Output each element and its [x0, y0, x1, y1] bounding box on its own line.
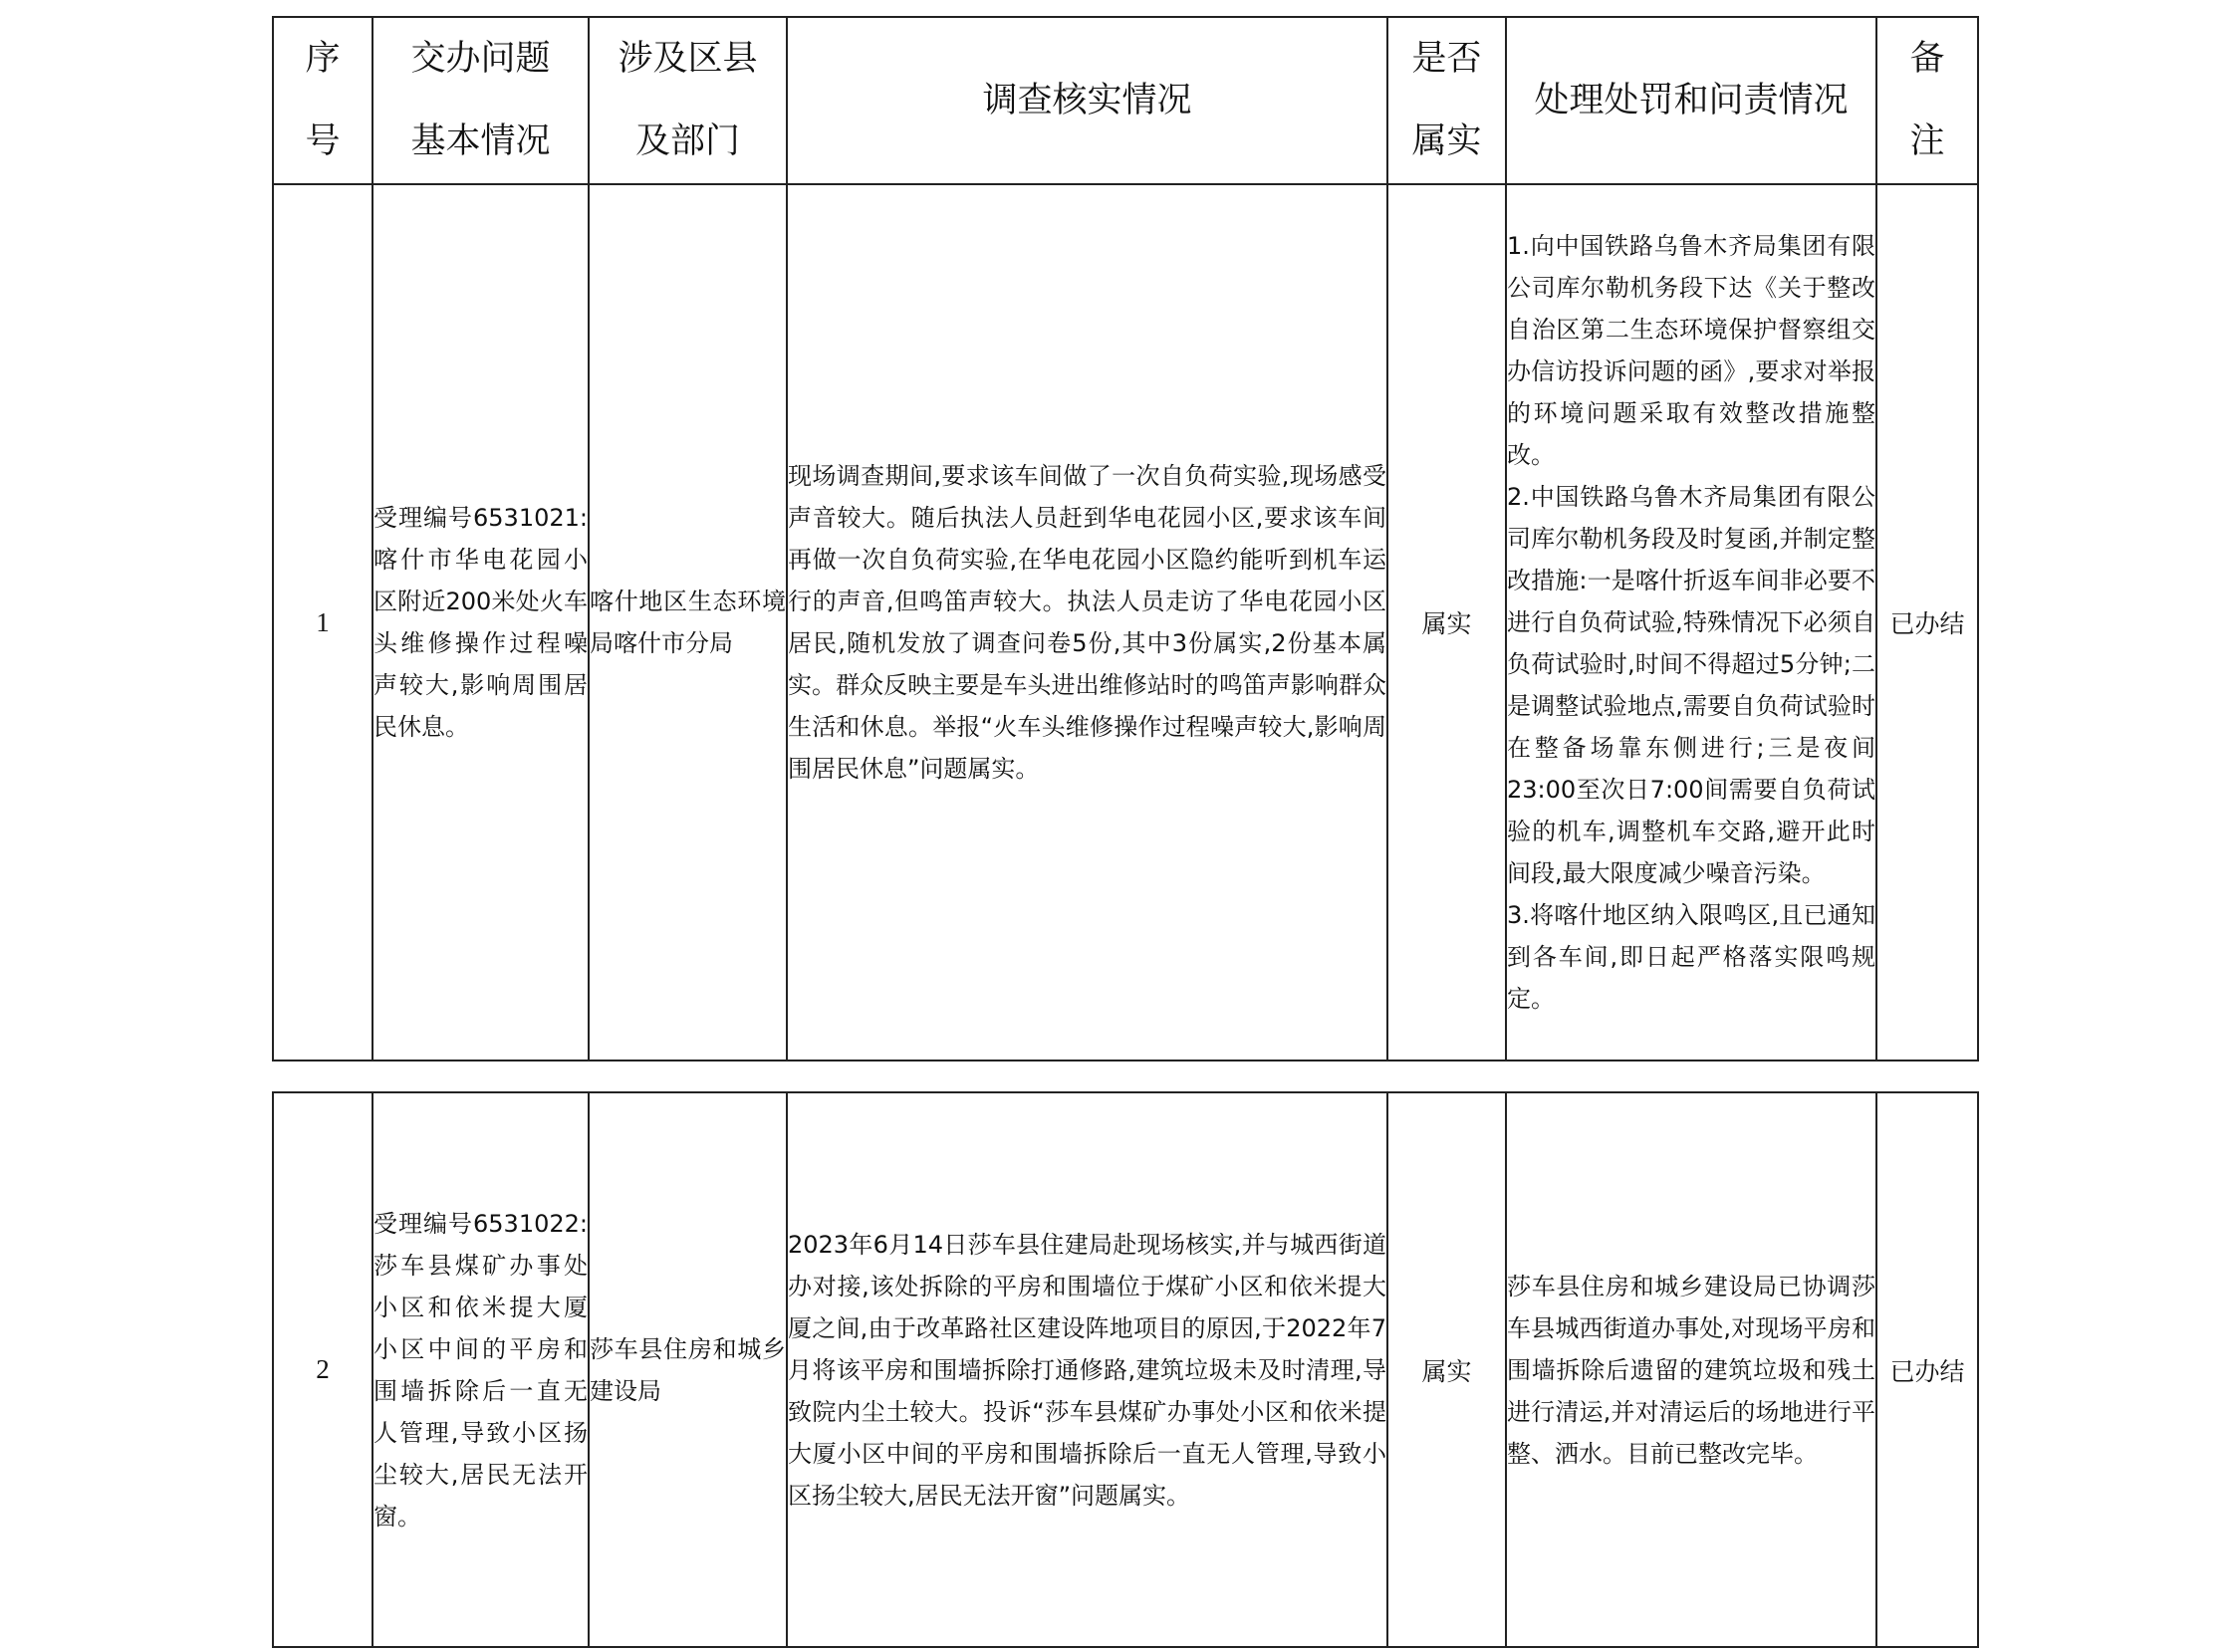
handling-item: 3.将喀什地区纳入限鸣区,且已通知到各车间,即日起严格落实限鸣规定。: [1507, 901, 1875, 1013]
table-row: [273, 1092, 1978, 1647]
header-handling: 处理处罚和问责情况: [1506, 17, 1876, 184]
row-is-true: 属实: [1387, 1092, 1506, 1647]
table-row: [273, 184, 1978, 1061]
row-investigation: 2023年6月14日莎车县住建局赴现场核实,并与城西街道办对接,该处拆除的平房和围墙位于煤矿小区和依米提大厦之间,由于改革路社区建设阵地项目的原因,于2022年7月将该平房和围墙拆除打通修路,建筑垃圾未及时清理,导致院内尘土较大。投诉“莎车县煤矿办事处小区和依米提大厦小区中间的平房和围墙拆除后一直无人管理,导致小区扬尘较大,居民无法开窗”问题属实。: [787, 1092, 1387, 1647]
header-remark: 备 注: [1876, 17, 1978, 184]
row-basic-info: 受理编号6531022:莎车县煤矿办事处小区和依米提大厦小区中间的平房和围墙拆除后一直无人管理,导致小区扬尘较大,居民无法开窗。: [373, 1092, 589, 1647]
row-remark: 已办结: [1876, 184, 1978, 1061]
complaint-table-1: [272, 16, 1979, 1062]
row-department: 莎车县住房和城乡建设局: [589, 1092, 787, 1647]
row-department: 喀什地区生态环境局喀什市分局: [589, 184, 787, 1061]
handling-item: 莎车县住房和城乡建设局已协调莎车县城西街道办事处,对现场平房和围墙拆除后遗留的建筑垃圾和残土进行清运,并对清运后的场地进行平整、洒水。目前已整改完毕。: [1507, 1272, 1875, 1468]
row-remark: 已办结: [1876, 1092, 1978, 1647]
header-basic-info: 交办问题 基本情况: [373, 17, 589, 184]
row-handling: [1506, 184, 1876, 1061]
row-seq: 2: [273, 1092, 373, 1647]
row-is-true: 属实: [1387, 184, 1506, 1061]
header-seq: 序 号: [273, 17, 373, 184]
handling-item: 2.中国铁路乌鲁木齐局集团有限公司库尔勒机务段及时复函,并制定整改措施:一是喀什折返车间非必要不进行自负荷试验,特殊情况下必须自负荷试验时,时间不得超过5分钟;二是调整试验地点,需要自负荷试验时在整备场靠东侧进行;三是夜间23:00至次日7:00间需要自负荷试验的机车,调整机车交路,避开此时间段,最大限度减少噪音污染。: [1507, 483, 1875, 887]
row-seq: 1: [273, 184, 373, 1061]
handling-item: 1.向中国铁路乌鲁木齐局集团有限公司库尔勒机务段下达《关于整改自治区第二生态环境保护督察组交办信访投诉问题的函》,要求对举报的环境问题采取有效整改措施整改。: [1507, 232, 1875, 469]
header-is-true: 是否 属实: [1387, 17, 1506, 184]
row-handling: [1506, 1092, 1876, 1647]
header-row: [273, 17, 1978, 184]
row-basic-info: 受理编号6531021:喀什市华电花园小区附近200米处火车头维修操作过程噪声较大,影响周围居民休息。: [373, 184, 589, 1061]
header-department: 涉及区县 及部门: [589, 17, 787, 184]
row-investigation: 现场调查期间,要求该车间做了一次自负荷实验,现场感受声音较大。随后执法人员赶到华电花园小区,要求该车间再做一次自负荷实验,在华电花园小区隐约能听到机车运行的声音,但鸣笛声较大。执法人员走访了华电花园小区居民,随机发放了调查问卷5份,其中3份属实,2份基本属实。群众反映主要是车头进出维修站时的鸣笛声影响群众生活和休息。举报“火车头维修操作过程噪声较大,影响周围居民休息”问题属实。: [787, 184, 1387, 1061]
header-investigation: 调查核实情况: [787, 17, 1387, 184]
complaint-table-2: [272, 1091, 1979, 1648]
